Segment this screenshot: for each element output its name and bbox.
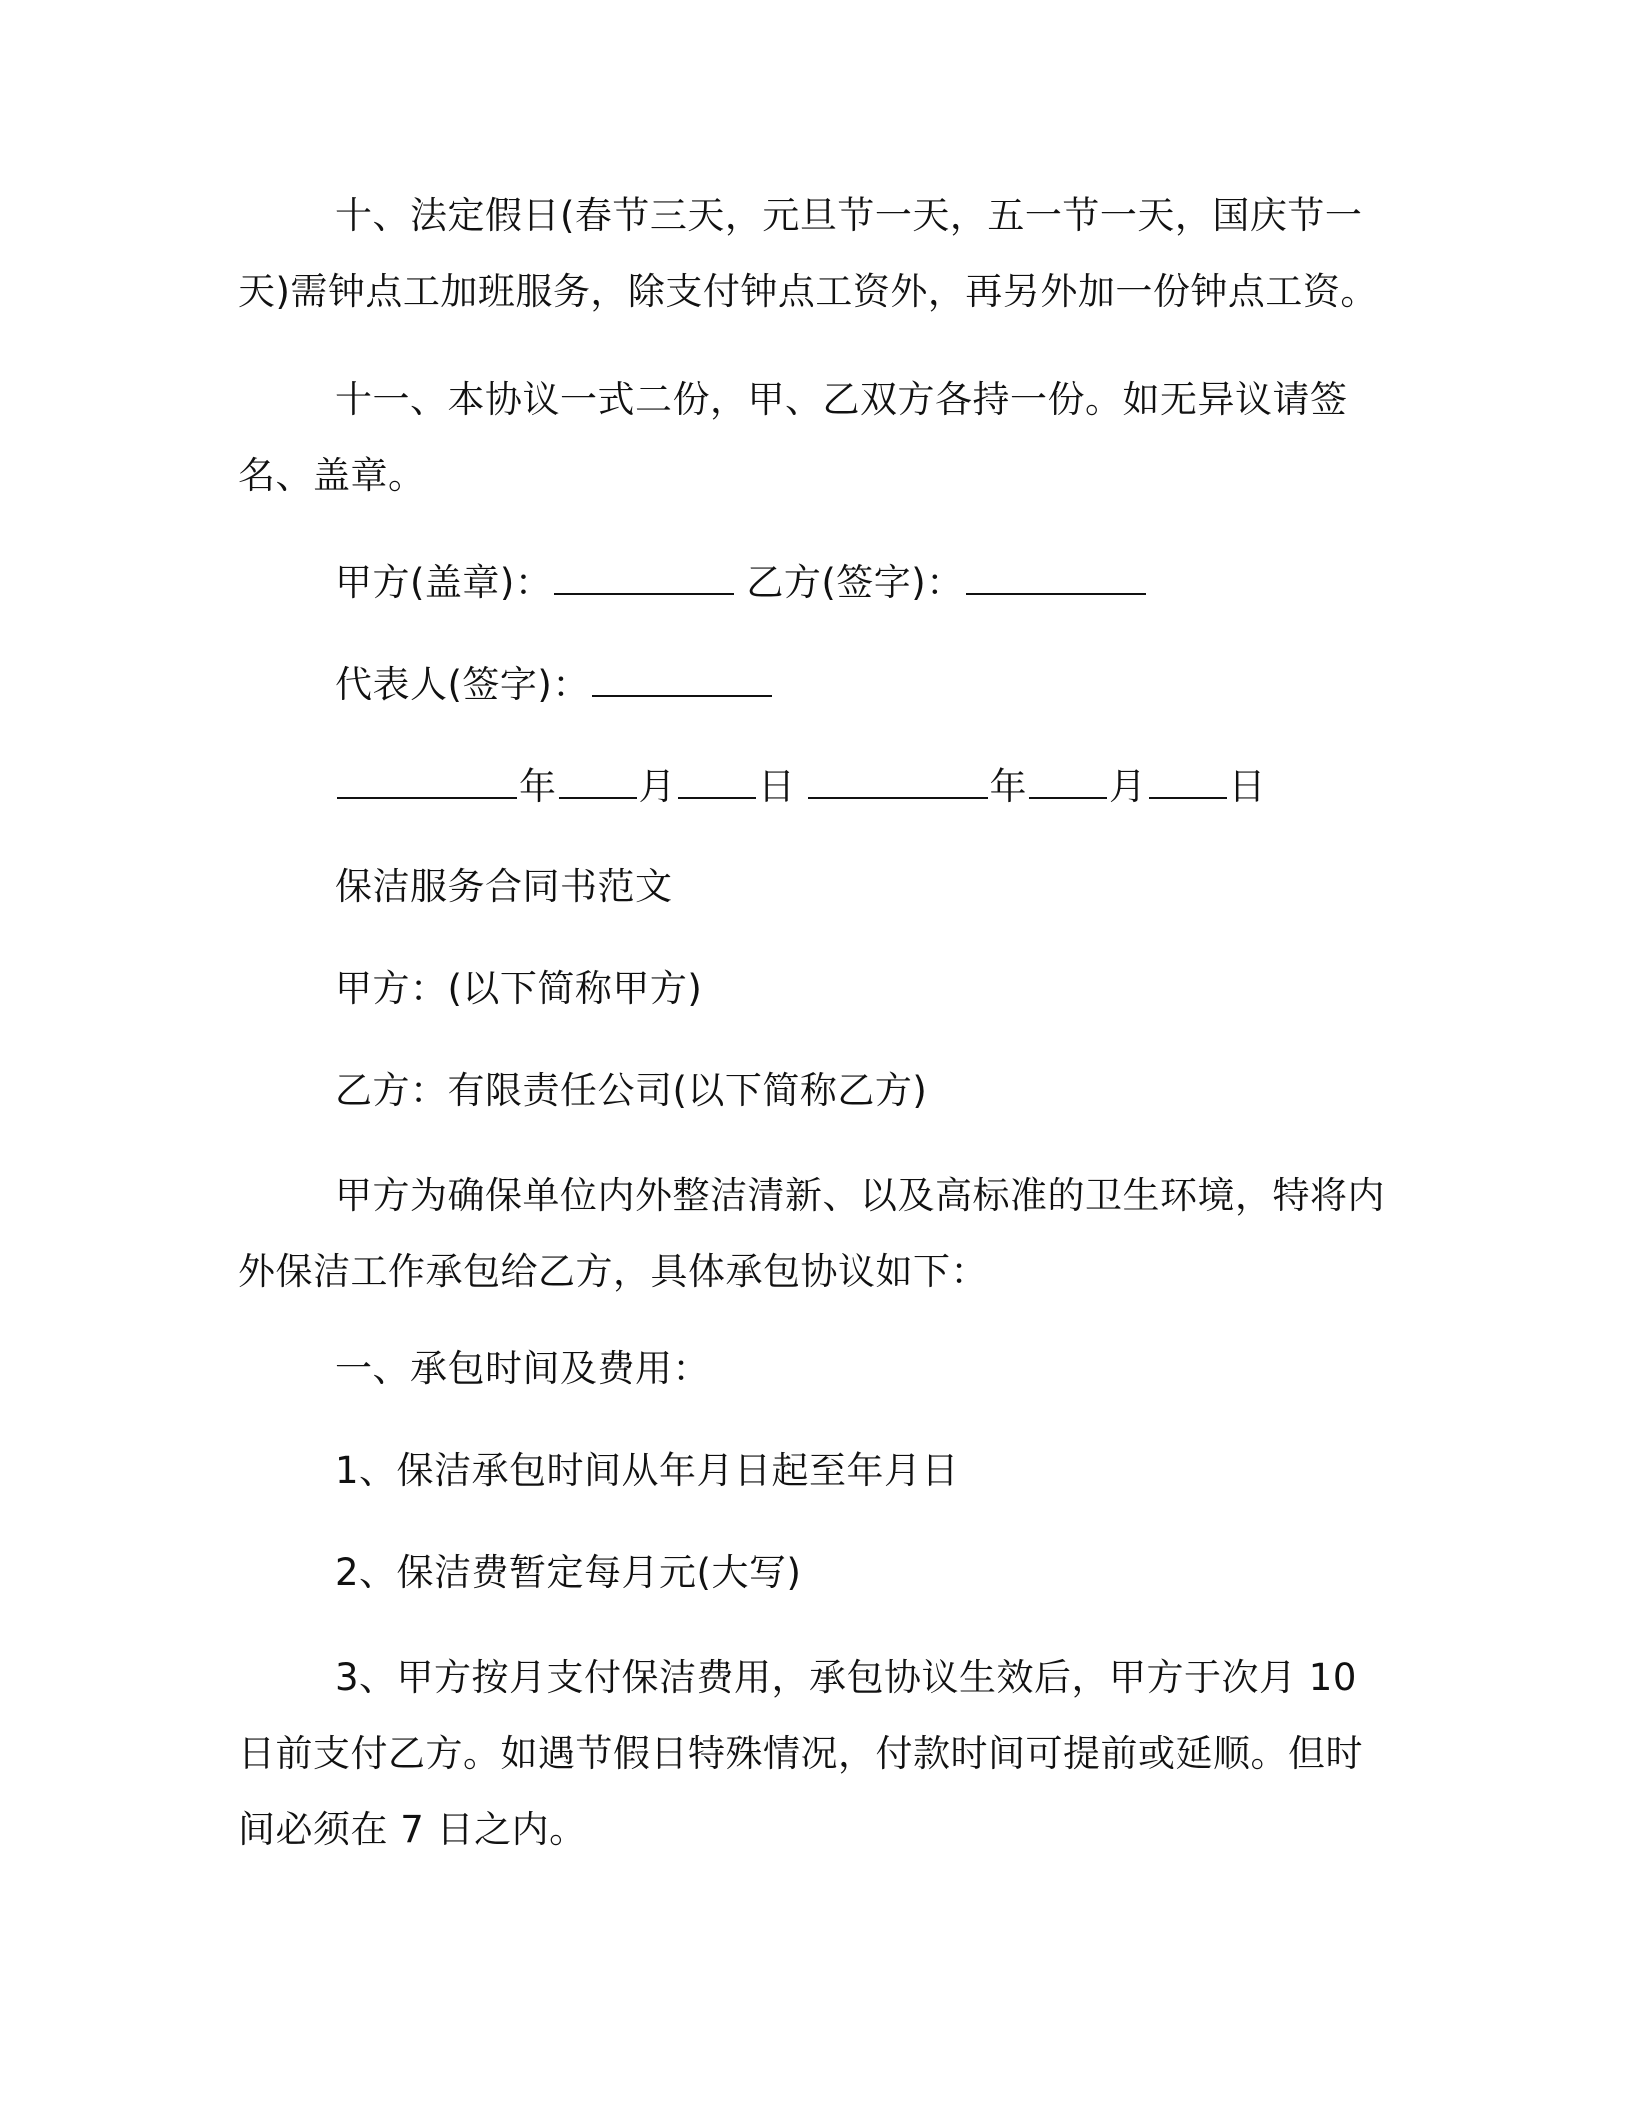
- party-b-sign-blank: [966, 559, 1146, 595]
- representative-sign-blank: [592, 661, 772, 697]
- representative-sign-label: 代表人(签字)：: [335, 663, 590, 706]
- year-blank-b: [808, 763, 988, 799]
- item-three-paragraph: 3、甲方按月支付保洁费用，承包协议生效后，甲方于次月 10 日前支付乙方。如遇节假日特殊情况，付款时间可提前或延顺。但时间必须在 7 日之内。: [238, 1656, 1363, 1851]
- date-row: [335, 762, 1266, 812]
- representative-row: [335, 660, 774, 710]
- party-a-seal-blank: [554, 559, 734, 595]
- clause-eleven-paragraph: 十一、本协议一式二份，甲、乙双方各持一份。如无异议请签名、盖章。: [238, 378, 1348, 497]
- day-blank-b: [1149, 763, 1227, 799]
- signature-row: [335, 558, 1148, 608]
- item-two: 2、保洁费暂定每月元(大写): [335, 1551, 802, 1594]
- section-one-heading: 一、承包时间及费用：: [335, 1347, 710, 1390]
- party-a-seal-label: 甲方(盖章)：: [335, 561, 553, 604]
- clause-ten-paragraph: 十、法定假日(春节三天，元旦节一天，五一节一天，国庆节一天)需钟点工加班服务，除支付钟点工资外，再另外加一份钟点工资。: [238, 194, 1378, 313]
- month-label-b: 月: [1109, 765, 1147, 808]
- party-b-line: 乙方：有限责任公司(以下简称乙方): [335, 1069, 928, 1112]
- party-a-line: 甲方：(以下简称甲方): [335, 967, 703, 1010]
- intro-paragraph: 甲方为确保单位内外整洁清新、以及高标准的卫生环境，特将内外保洁工作承包给乙方，具体承包协议如下：: [238, 1174, 1385, 1293]
- month-blank-b: [1029, 763, 1107, 799]
- day-label-b: 日: [1228, 765, 1266, 808]
- contract-title: 保洁服务合同书范文: [335, 865, 673, 908]
- day-label-a: 日: [758, 765, 796, 808]
- item-one: 1、保洁承包时间从年月日起至年月日: [335, 1449, 960, 1492]
- month-blank-a: [559, 763, 637, 799]
- year-label-b: 年: [989, 765, 1027, 808]
- month-label-a: 月: [638, 765, 676, 808]
- party-b-sign-label: 乙方(签字)：: [746, 561, 964, 604]
- day-blank-a: [678, 763, 756, 799]
- year-blank-a: [337, 763, 517, 799]
- year-label-a: 年: [519, 765, 557, 808]
